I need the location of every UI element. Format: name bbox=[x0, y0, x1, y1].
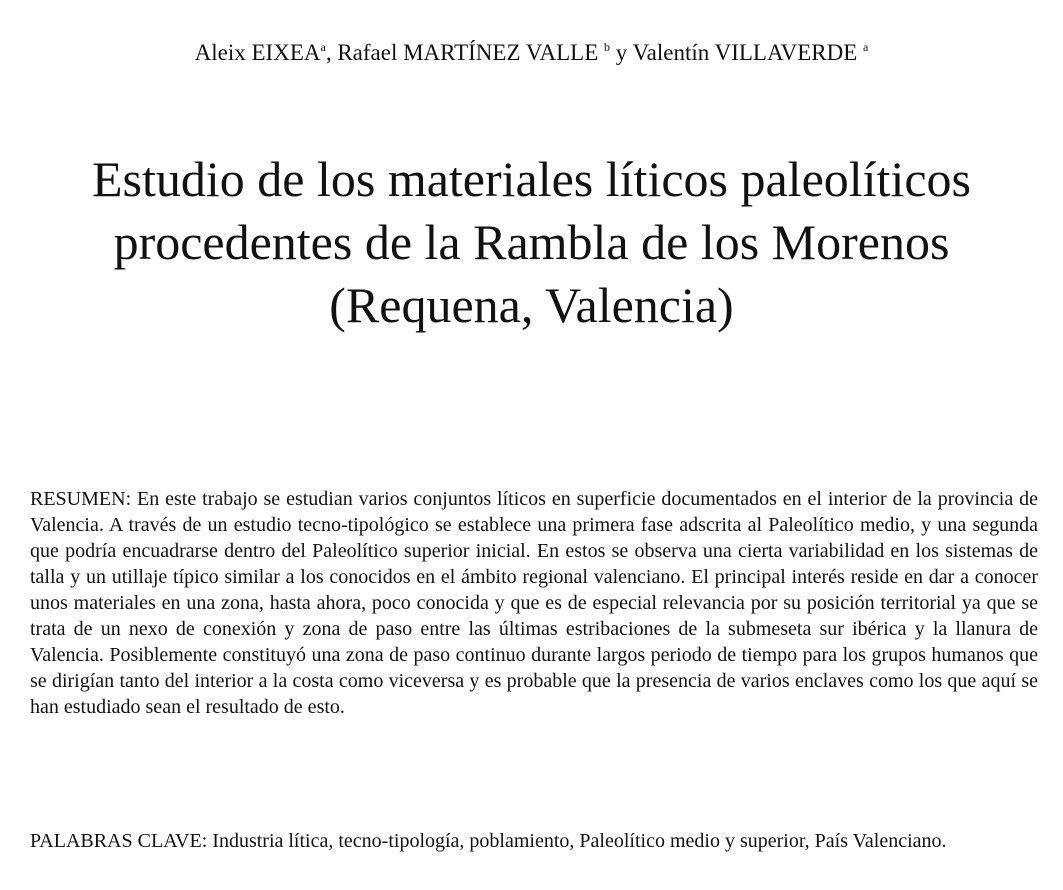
author-name: Rafael MARTÍNEZ VALLE bbox=[337, 40, 599, 65]
author-affiliation: a bbox=[320, 40, 326, 54]
author-name: Aleix EIXEA bbox=[194, 40, 321, 65]
author-line bbox=[0, 38, 1063, 68]
author-separator: y bbox=[610, 40, 633, 65]
abstract-label: RESUMEN: bbox=[30, 488, 132, 510]
author-affiliation: a bbox=[863, 40, 869, 54]
author-affiliation: b bbox=[604, 40, 611, 54]
title-line: (Requena, Valencia) bbox=[329, 277, 734, 333]
author-separator: , bbox=[325, 40, 338, 65]
keywords bbox=[30, 828, 1038, 854]
title-line: Estudio de los materiales líticos paleolíticos bbox=[92, 151, 971, 207]
keywords-label: PALABRAS CLAVE: bbox=[30, 830, 208, 852]
paper-title bbox=[0, 148, 1063, 337]
abstract-text: En este trabajo se estudian varios conjuntos líticos en superficie documentados en el interior de la provincia de Valencia. A través de un estudio tecno-tipológico se establece una primera fase adscrita al Paleolítico medio, y una segunda que podría encuadrarse dentro del Paleolítico superior inicial. En estos se observa una cierta variabilidad en los sistemas de talla y un utillaje típico similar a los conocidos en el ámbito regional valenciano. El principal interés reside en dar a conocer unos materiales en una zona, hasta ahora, poco conocida y que es de especial relevancia por su posición territorial ya que se trata de un nexo de conexión y zona de paso entre las últimas estribaciones de la submeseta sur ibérica y la llanura de Valencia. Posiblemente constituyó una zona de paso continuo durante largos periodo de tiempo para los grupos humanos que se dirigían tanto del interior a la costa como viceversa y es probable que la presencia de varios enclaves como los que aquí se han estudiado sean el resultado de esto. bbox=[30, 488, 1038, 718]
abstract bbox=[30, 486, 1038, 720]
keywords-text: Industria lítica, tecno-tipología, poblamiento, Paleolítico medio y superior, País Valenciano. bbox=[212, 830, 947, 852]
title-line: procedentes de la Rambla de los Morenos bbox=[113, 214, 950, 270]
author-name: Valentín VILLAVERDE bbox=[632, 40, 858, 65]
